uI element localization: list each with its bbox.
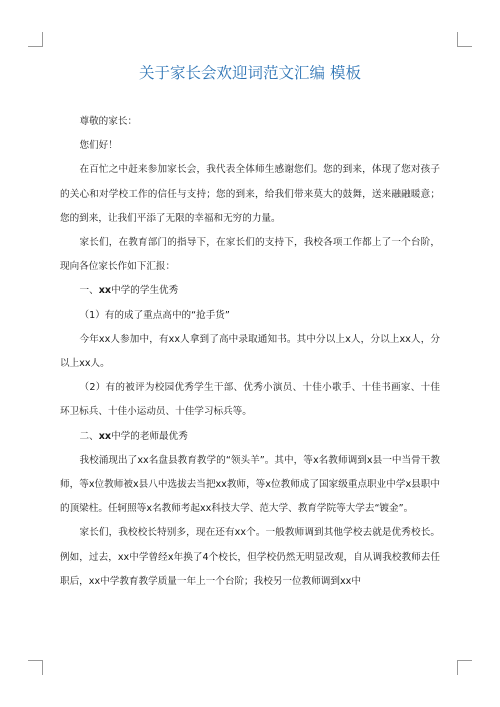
paragraph-item-2: （2）有的被评为校园优秀学生干部、优秀小演员、十佳小歌手、十佳书画家、十佳环卫标兵、十佳小运动员、十佳学习标兵等。 <box>60 382 440 418</box>
crop-mark-top-right <box>457 32 472 47</box>
paragraph-admissions: 今年xx人参加中，有xx人拿到了高中录取通知书。其中分以上x人，分以上xx人，分以上xx人。 <box>60 333 440 370</box>
crop-mark-top-left <box>28 32 43 47</box>
document-title: 关于家长会欢迎词范文汇编 模板 <box>139 64 361 82</box>
paragraph-principals: 家长们，我校校长特别多，现在还有xx个。一般教师调到其他学校去就是优秀校长。例如，过去，xx中学曾经x年换了4个校长，但学校仍然无明显改观，自从调我校教师去任职后，xx中学教育教学质量一年上一个台阶；我校另一位教师调到xx中 <box>60 527 440 587</box>
section-heading-teachers <box>60 425 440 449</box>
crop-mark-bottom-right <box>457 660 472 675</box>
paragraph-report-intro: 家长们，在教育部门的指导下，在家长们的支持下，我校各项工作都上了一个台阶，现向各位家长作如下汇报： <box>60 237 440 273</box>
section-number: 一、 <box>79 285 99 297</box>
paragraph-item-1: （1）有的成了重点高中的“抢手货” <box>79 309 230 321</box>
crop-mark-bottom-left <box>28 660 43 675</box>
section-heading-text: 中学的学生优秀 <box>111 285 179 297</box>
section-school-placeholder: xx <box>98 285 112 297</box>
paragraph-welcome: 在百忙之中赶来参加家长会，我代表全体师生感谢您们。您的到来，体现了您对孩子的关心和对学校工作的信任与支持；您的到来，给我们带来莫大的鼓舞，送来融融暖意；您的到来，让我们平添了无限的幸福和无穷的力量。 <box>60 164 440 224</box>
section-school-placeholder: xx <box>98 430 112 442</box>
salutation: 尊敬的家长： <box>79 116 138 127</box>
section-number: 二、 <box>79 430 99 442</box>
section-heading-text: 中学的老师最优秀 <box>111 430 188 442</box>
document-page <box>60 62 440 594</box>
section-heading-students <box>60 279 440 303</box>
paragraph-teachers: 我校涌现出了xx名盘县教育教学的“领头羊”。其中，等x名教师调到x县一中当骨干教师，等x位教师被x县八中选拔去当把xx教师，等x位教师成了国家级重点职业中学x县职中的顶梁柱。任轲照等x名教师考起xx科技大学、范大学、教育学院等大学去“镀金”。 <box>60 454 440 515</box>
greeting: 您们好！ <box>79 140 118 152</box>
